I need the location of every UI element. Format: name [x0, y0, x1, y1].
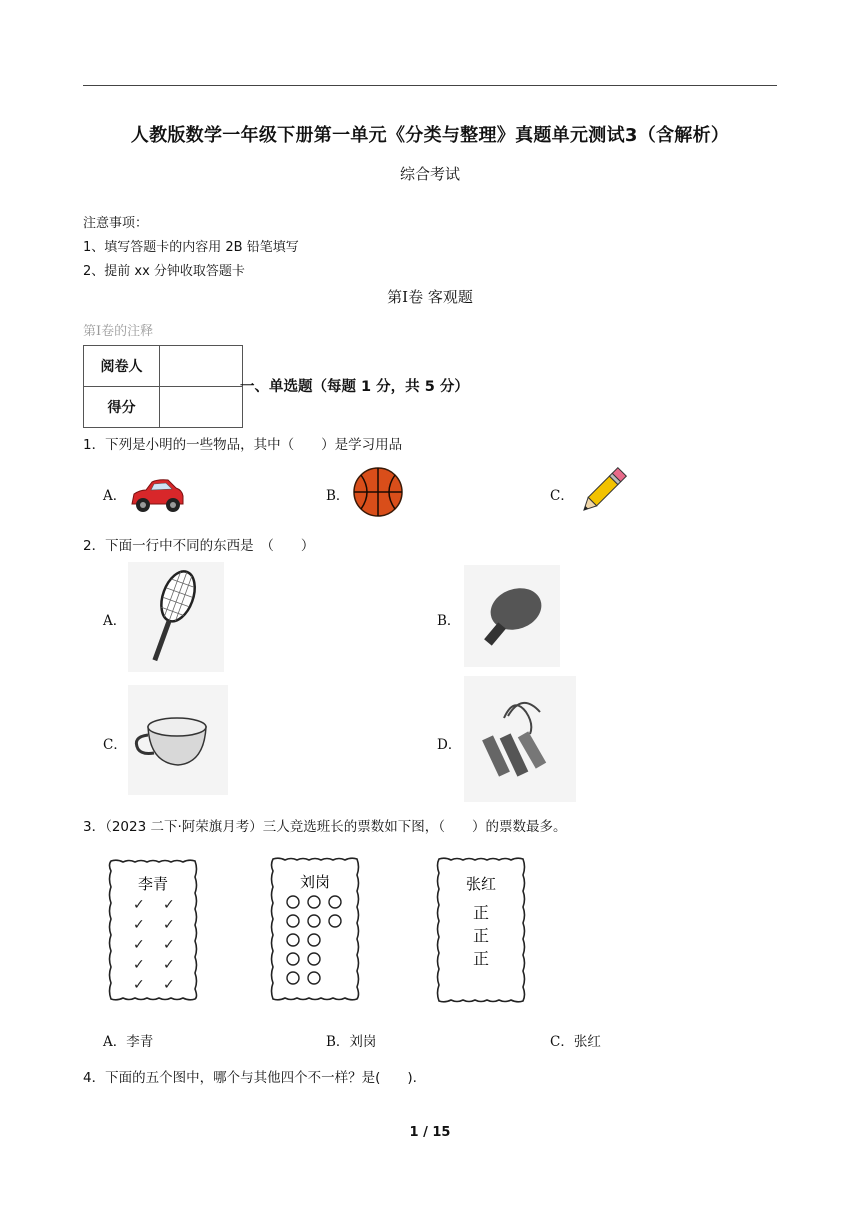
tally-mark: 正 — [472, 949, 490, 968]
card-name-liqing: 李青 — [137, 875, 169, 893]
volume-title: 第Ⅰ卷 客观题 — [387, 288, 473, 306]
tally-mark: 正 — [472, 926, 490, 945]
check-mark: ✓ — [133, 937, 145, 953]
q1-option-a-label: A． — [103, 488, 127, 504]
volume-note: 第Ⅰ卷的注释 — [83, 324, 154, 339]
score-cell[interactable] — [160, 387, 243, 428]
q1-option-c-label: C． — [550, 488, 574, 504]
question-2-text: 2．下面一行中不同的东西是 （ ） — [83, 538, 315, 554]
tally-mark: 正 — [472, 903, 490, 922]
document-title: 人教版数学一年级下册第一单元《分类与整理》真题单元测试3（含解析） — [130, 125, 730, 146]
question-4-text: 4．下面的五个图中，哪个与其他四个不一样？是( ). — [83, 1070, 417, 1086]
q3-option-a: A．李青 — [103, 1034, 154, 1050]
q3-option-c: C．张红 — [550, 1034, 601, 1050]
q3-option-b: B．刘岗 — [326, 1034, 377, 1050]
check-mark: ✓ — [133, 957, 145, 973]
cup-icon — [128, 685, 228, 795]
check-mark: ✓ — [163, 957, 175, 973]
check-mark: ✓ — [163, 917, 175, 933]
card-name-liugang: 刘岗 — [299, 873, 331, 891]
notice-item-1: 1、填写答题卡的内容用 2B 铅笔填写 — [83, 240, 299, 255]
vote-card-liqing — [103, 857, 203, 1003]
pencil-icon — [576, 464, 630, 518]
top-rule — [83, 85, 777, 86]
check-mark: ✓ — [133, 897, 145, 913]
reviewer-cell[interactable] — [160, 346, 243, 387]
page-number: 1 / 15 — [409, 1125, 451, 1140]
question-3-text: 3．（2023 二下·阿荣旗月考）三人竞选班长的票数如下图，（ ）的票数最多。 — [83, 819, 567, 835]
card-name-zhanghong: 张红 — [465, 875, 497, 893]
ping-pong-paddle-icon — [464, 565, 560, 667]
document-subtitle: 综合考试 — [399, 165, 460, 183]
q2-option-d-label: D． — [437, 737, 462, 753]
score-table — [83, 345, 243, 428]
check-mark: ✓ — [163, 937, 175, 953]
q2-option-b-label: B． — [437, 613, 461, 629]
score-label: 得分 — [84, 387, 160, 428]
car-icon — [126, 474, 186, 516]
question-1-text: 1．下列是小明的一些物品，其中（ ）是学习用品 — [83, 437, 403, 453]
check-mark: ✓ — [133, 917, 145, 933]
reviewer-label: 阅卷人 — [84, 346, 160, 387]
check-mark: ✓ — [163, 897, 175, 913]
check-mark: ✓ — [163, 977, 175, 993]
jump-rope-icon — [464, 676, 576, 802]
notice-item-2: 2、提前 xx 分钟收取答题卡 — [83, 264, 245, 279]
section-title: 一、单选题（每题 1 分，共 5 分） — [240, 379, 469, 395]
vote-card-liugang — [265, 855, 365, 1003]
notice-heading: 注意事项： — [83, 216, 149, 231]
basketball-icon — [351, 465, 405, 519]
vote-card-zhanghong — [431, 855, 531, 1005]
q1-option-b-label: B． — [326, 488, 350, 504]
q2-option-a-label: A． — [103, 613, 127, 629]
q2-option-c-label: C． — [103, 737, 127, 753]
racket-icon — [128, 562, 224, 672]
check-mark: ✓ — [133, 977, 145, 993]
